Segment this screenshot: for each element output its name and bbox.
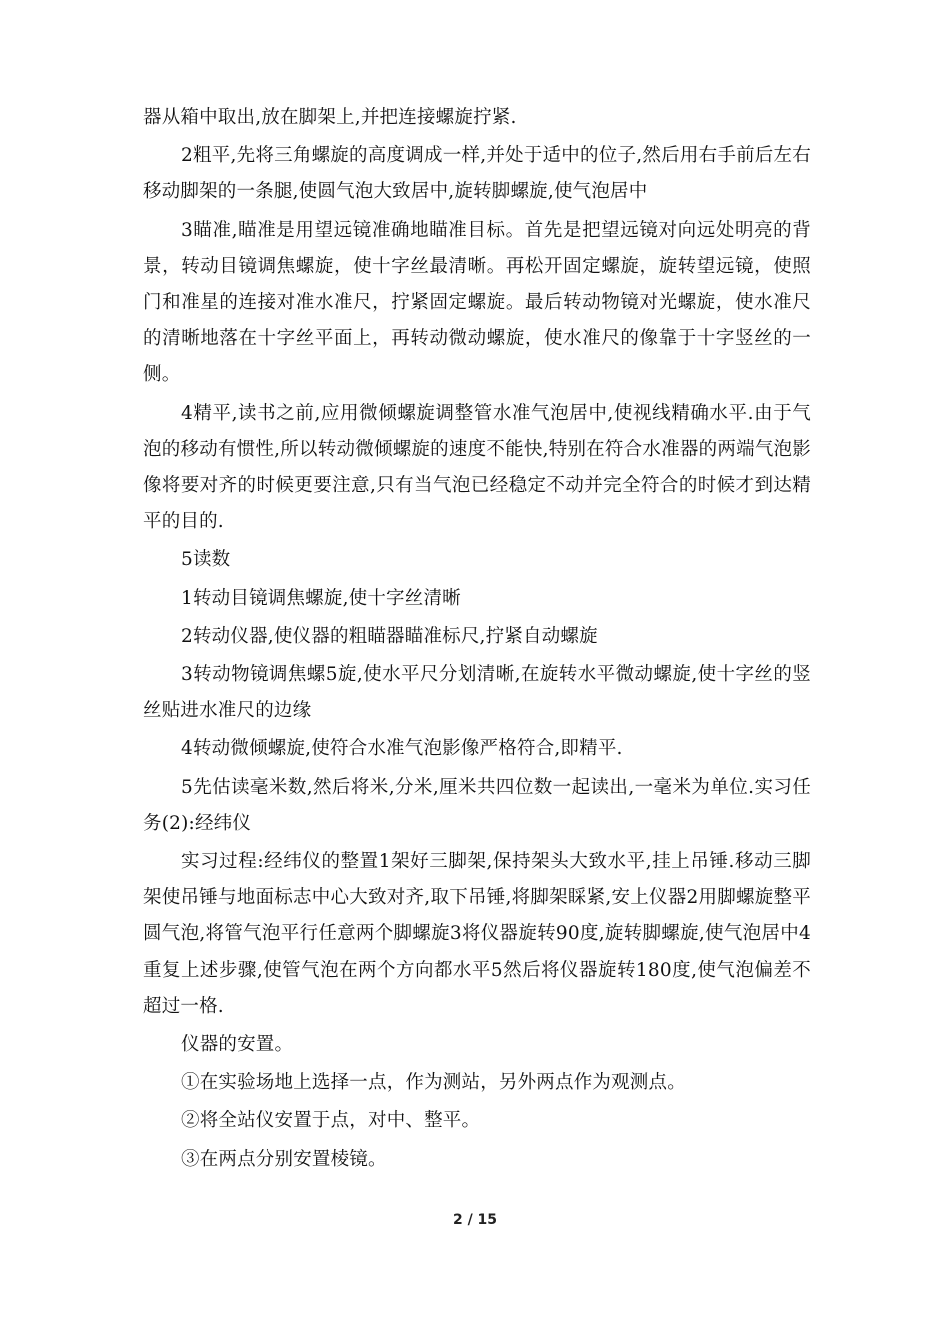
paragraph-theodolite-process: 实习过程:经纬仪的整置1架好三脚架,保持架头大致水平,挂上吊锤.移动三脚架使吊锤与地面标志中心大致对齐,取下吊锤,将脚架睬紧,安上仪器2用脚螺旋整平圆气泡,将管气泡平行任意两个脚螺旋3将仪器旋转90度,旋转脚螺旋,使气泡居中4重复上述步骤,使管气泡在两个方向都水平5然后将仪器旋转180度,使气泡偏差不超过一格. xyxy=(143,851,811,1017)
page-number: 2 / 15 xyxy=(452,1212,498,1228)
paragraph-setup-step-1: ①在实验场地上选择一点，作为测站，另外两点作为观测点。 xyxy=(181,1072,686,1094)
paragraph-setup-step-3: ③在两点分别安置棱镜。 xyxy=(181,1148,387,1170)
paragraph-setup-step-2: ②将全站仪安置于点，对中、整平。 xyxy=(181,1110,481,1132)
paragraph-reading-step-3: 3转动物镜调焦螺5旋,使水平尺分划清晰,在旋转水平微动螺旋,使十字丝的竖丝贴进水准尺的边缘 xyxy=(143,664,811,722)
paragraph-reading-step-4: 4转动微倾螺旋,使符合水准气泡影像严格符合,即精平. xyxy=(181,738,623,760)
paragraph-instrument-setup: 仪器的安置。 xyxy=(181,1034,294,1056)
paragraph-reading-heading: 5读数 xyxy=(181,549,231,571)
paragraph-rough-level: 2粗平,先将三角螺旋的高度调成一样,并处于适中的位子,然后用右手前后左右移动脚架的一条腿,使圆气泡大致居中,旋转脚螺旋,使气泡居中 xyxy=(143,145,811,203)
paragraph-aiming: 3瞄准,瞄准是用望远镜准确地瞄准目标。首先是把望远镜对向远处明亮的背景，转动目镜调焦螺旋，使十字丝最清晰。再松开固定螺旋，旋转望远镜，使照门和准星的连接对准水准尺，拧紧固定螺旋。最后转动物镜对光螺旋，使水准尺的清晰地落在十字丝平面上，再转动微动螺旋，使水准尺的像靠于十字竖丝的一侧。 xyxy=(143,219,811,386)
paragraph-reading-step-2: 2转动仪器,使仪器的粗瞄器瞄准标尺,拧紧自动螺旋 xyxy=(181,625,598,647)
document-body xyxy=(143,100,811,1180)
paragraph-continued: 器从箱中取出,放在脚架上,并把连接螺旋拧紧. xyxy=(143,107,517,128)
paragraph-fine-level: 4精平,读书之前,应用微倾螺旋调整管水准气泡居中,使视线精确水平.由于气泡的移动有惯性,所以转动微倾螺旋的速度不能快,特别在符合水准器的两端气泡影像将要对齐的时候更要注意,只有当气泡已经稳定不动并完全符合的时候才到达精平的目的. xyxy=(143,402,811,533)
paragraph-reading-step-5: 5先估读毫米数,然后将米,分米,厘米共四位数一起读出,一毫米为单位.实习任务(2):经纬仪 xyxy=(143,776,811,834)
paragraph-reading-step-1: 1转动目镜调焦螺旋,使十字丝清晰 xyxy=(181,587,461,609)
